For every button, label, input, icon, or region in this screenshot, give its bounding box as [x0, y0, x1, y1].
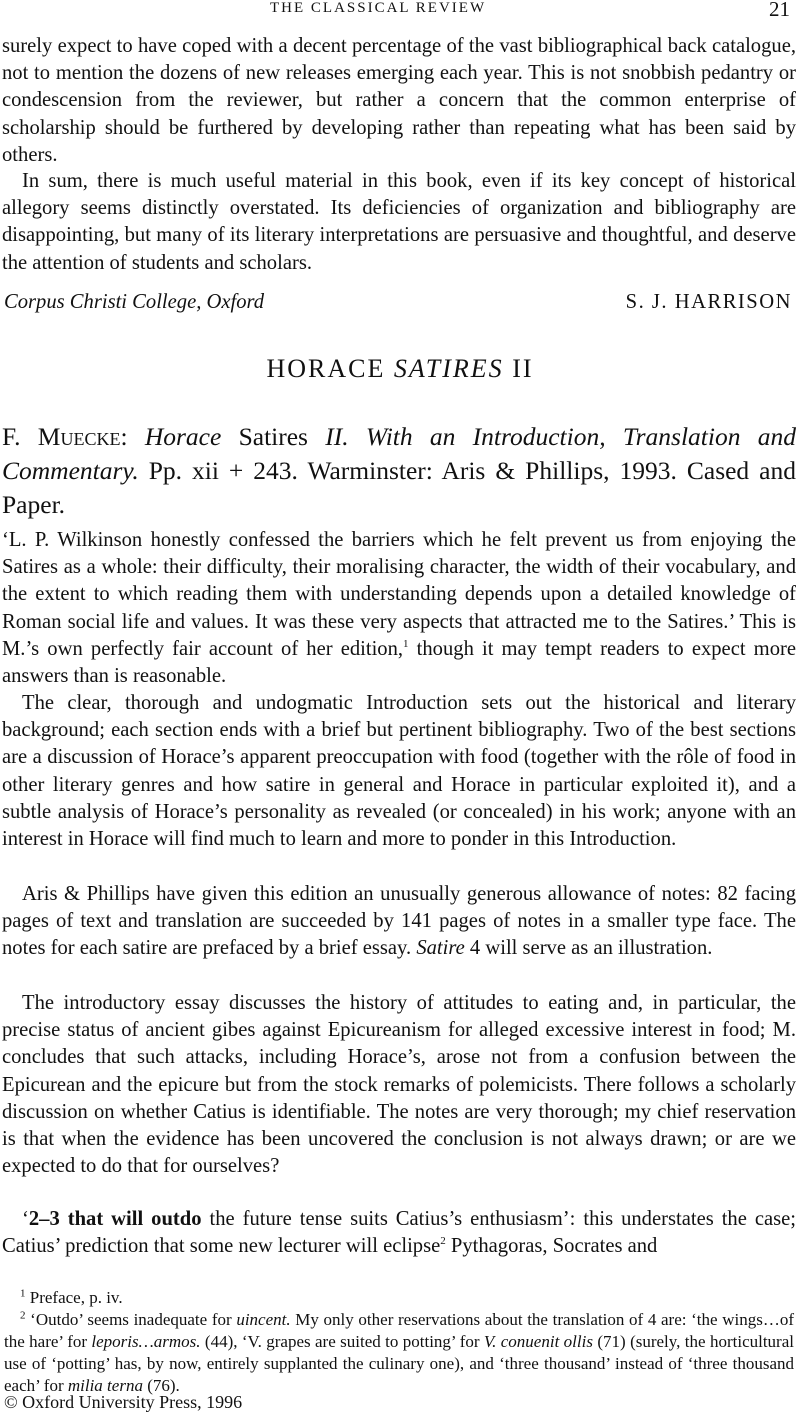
footnote-ref-1: 1: [403, 637, 409, 650]
reviewer-institution: Corpus Christi College, Oxford: [4, 291, 265, 313]
footnote-2: $^2$ ‘Outdo’ seems inadequate for uincent. My only other reservations about the translation of 4 are: ‘the wings…of the hare’ for leporis…armos. (44), ‘V. grapes are suited to potting’ for V. conuenit ollis (71) (surely, the horticultural use of ‘potting’ has, by now, entirely supplanted the culinary one), and ‘three thousand’ instead of ‘three thousand each’ for milia terna (76).: [4, 1309, 795, 1395]
paragraph-summary: In sum, there is much useful material in this book, even if its key concept of historical allegory seems distinctly overstated. Its deficiencies of organization and bibliography are disappointing, but many of its literary interpretations are persuasive and thoughtful, and deserve the attention of students and scholars.: [2, 170, 796, 274]
book-author: F. Muecke: [2, 422, 121, 451]
footnote-ref-2: 2: [440, 1235, 446, 1248]
journal-title: THE CLASSICAL REVIEW: [270, 0, 487, 16]
paragraph-wilkinson-quote: ‘L. P. Wilkinson honestly confessed the barriers which he felt prevent us from enjoying the Satires as a whole: their difficulty, their moralising character, the width of their vocabulary, and the extent to which reading them with understanding depends upon a detailed knowledge of Roman social life and values. It was these very aspects that attracted me to the Satires.’ This is M.’s own perfectly fair account of her edition,$^1$ though it may tempt readers to expect more answers than is reasonable.: [2, 529, 796, 688]
paragraph-notes: Aris & Phillips have given this edition an unusually generous allowance of notes: 82 facing pages of text and translation are succeeded by 141 pages of notes in a smaller type face. The notes for each satire are prefaced by a brief essay. Satire 4 will serve as an illustration.: [2, 883, 796, 960]
page-number: 21: [769, 0, 790, 21]
paragraph-introduction: The clear, thorough and undogmatic Introduction sets out the historical and literary background; each section ends with a brief but pertinent bibliography. Two of the best sections are a discussion of Horace’s apparent preoccupation with food (together with the rôle of food in other literary genres and how satire in general and Horace in particular exploited it), and a subtle analysis of Horace’s personality as revealed (or concealed) in his work; anyone with an interest in Horace will find much to learn and more to ponder in this Introduction.: [2, 692, 796, 851]
paragraph-continuation: surely expect to have coped with a decent percentage of the vast bibliographical back catalogue, not to mention the dozens of new releases emerging each year. This is not snobbish pedantry or condescension from the reviewer, but rather a concern that the common enterprise of scholarship should be furthered by developing rather than repeating what has been said by others.: [2, 35, 796, 166]
section-title: HORACE SATIRES II: [266, 354, 534, 383]
paragraph-catius: ‘2–3 that will outdo the future tense suits Catius’s enthusiasm’: this understates the case; Catius’ prediction that some new lecturer will eclipse$^2$ Pythagoras, Socrates and: [2, 1208, 796, 1258]
reviewer-signature: [0, 291, 800, 319]
book-citation: F. Muecke: Horace Satires II. With an Introduction, Translation and Commentary. Pp. xii + 243. Warminster: Aris & Phillips, 1993. Cased and Paper.: [2, 422, 797, 519]
copyright-notice: © Oxford University Press, 1996: [4, 1392, 243, 1412]
running-header: [0, 0, 800, 22]
footnote-1: $^1$ Preface, p. iv.: [20, 1287, 123, 1307]
reviewer-name: S. J. HARRISON: [625, 291, 792, 313]
paragraph-essay: The introductory essay discusses the history of attitudes to eating and, in particular, the precise status of ancient gibes against Epicureanism for alleged excessive interest in food; M. concludes that such attacks, including Horace’s, arose not from a confusion between the Epicurean and the epicure but from the stock remarks of polemicists. There follows a scholarly discussion on whether Catius is identifiable. The notes are very thorough; my chief reservation is that when the evidence has been uncovered the conclusion is not always drawn; or are we expected to do that for ourselves?: [2, 992, 796, 1178]
